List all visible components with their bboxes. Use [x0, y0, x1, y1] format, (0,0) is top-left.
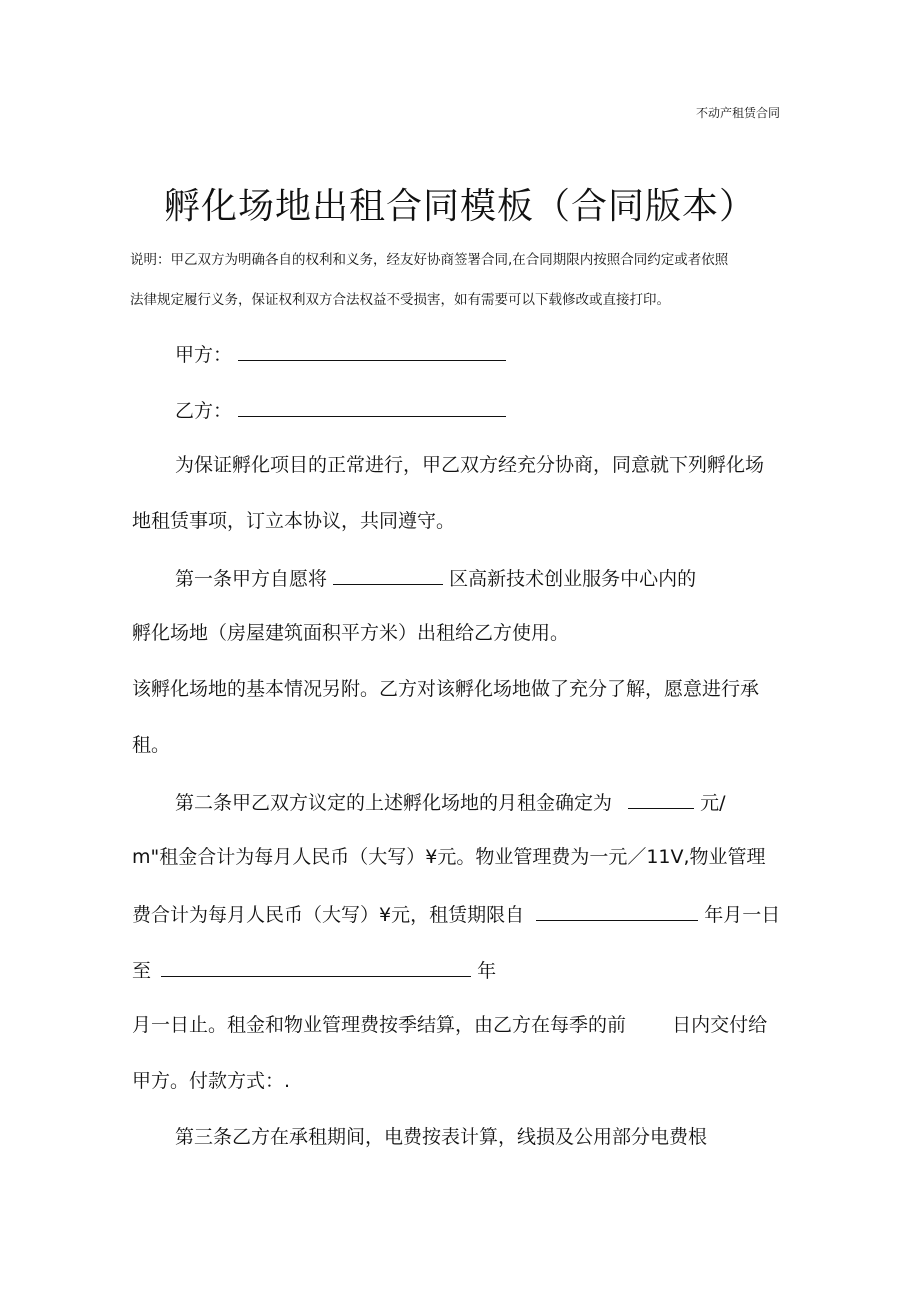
lease-start-blank [536, 900, 698, 921]
article-2-line-1 [175, 788, 726, 816]
party-b-label: 乙方： [175, 400, 233, 422]
party-a-label: 甲方： [175, 344, 233, 366]
article-2-line-2: m"租金合计为每月人民币（大写）¥元。物业管理费为一元／11V,物业管理 [132, 846, 766, 868]
lease-end-blank [161, 956, 471, 977]
note-line-2: 法律规定履行义务，保证权利双方合法权益不受损害，如有需要可以下载修改或直接打印。 [130, 292, 670, 308]
party-b-row [175, 396, 506, 424]
article-1-text-b: 区高新技术创业服务中心内的 [449, 568, 697, 590]
note-line-1: 说明：甲乙双方为明确各自的权利和义务，经友好协商签署合同,在合同期限内按照合同约定或者依照 [130, 252, 729, 268]
article-1-line-1 [175, 564, 696, 592]
article-1-line-3: 该孵化场地的基本情况另附。乙方对该孵化场地做了充分了解，愿意进行承 [132, 678, 760, 700]
article-2-line-4 [132, 956, 496, 984]
article-1-text-a: 第一条甲方自愿将 [175, 568, 328, 590]
article-1-line-4: 租。 [132, 734, 171, 756]
page-title: 孵化场地出租合同模板（合同版本） [163, 186, 756, 227]
article-3-line-1: 第三条乙方在承租期间，电费按表计算，线损及公用部分电费根 [175, 1126, 708, 1148]
rent-blank [628, 788, 694, 809]
party-b-blank [238, 396, 506, 417]
party-a-blank [238, 340, 506, 361]
article-1-line-2: 孵化场地（房屋建筑面积平方米）出租给乙方使用。 [132, 622, 570, 644]
article-2-text-3a: 费合计为每月人民币（大写）¥元，租赁期限自 [132, 904, 525, 926]
article-2-text-a: 第二条甲乙双方议定的上述孵化场地的月租金确定为 [175, 792, 613, 814]
intro-line-1: 为保证孵化项目的正常进行，甲乙双方经充分协商，同意就下列孵化场 [175, 454, 765, 476]
article-2-text-4b: 年 [477, 960, 497, 982]
article-2-line-3 [132, 900, 780, 928]
article-2-line-6: 甲方。付款方式：. [132, 1070, 291, 1092]
district-blank [333, 564, 443, 585]
article-2-text-5b: 日内交付给 [672, 1014, 768, 1036]
article-2-text-5a: 月一日止。租金和物业管理费按季结算，由乙方在每季的前 [132, 1014, 627, 1036]
article-2-text-4a: 至 [132, 960, 152, 982]
article-2-text-3b: 年月一日 [704, 904, 781, 926]
article-2-line-5 [132, 1012, 767, 1038]
intro-line-2: 地租赁事项，订立本协议，共同遵守。 [132, 510, 456, 532]
party-a-row [175, 340, 506, 368]
article-2-text-b: 元/ [700, 792, 726, 814]
document-category: 不动产租赁合同 [695, 106, 780, 120]
